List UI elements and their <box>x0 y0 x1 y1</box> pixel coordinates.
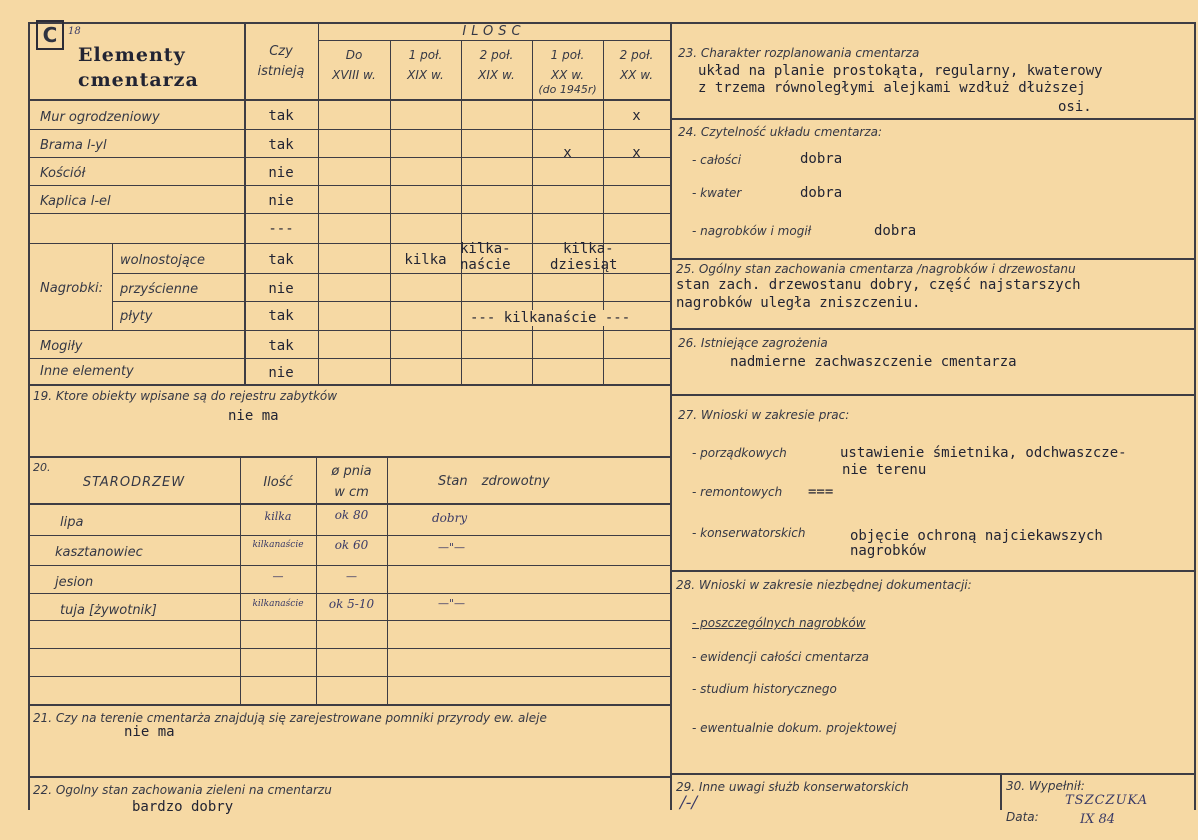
s19-value: nie ma <box>228 408 279 424</box>
s26-label: 26. Istniejące zagrożenia <box>678 336 828 350</box>
plyty-span-text: --- kilkanaście --- <box>470 310 631 326</box>
s21-label: 21. Czy na terenie cmentarża znajdują się zarejestrowane pomniki przyrody ew. aleje <box>33 711 547 725</box>
s26-value: nadmierne zachwaszczenie cmentarza <box>730 354 1017 370</box>
s21-value: nie ma <box>124 724 175 740</box>
s20-header-health: Stan zdrowotny <box>438 474 550 489</box>
s29-label: 29. Inne uwagi służb konserwatorskich <box>676 780 909 794</box>
border-top-right <box>670 22 1196 24</box>
col-exists-2: istnieją <box>257 64 305 79</box>
row-label-kaplica: Kaplica l-el <box>40 194 111 209</box>
date-value: IX 84 <box>1080 812 1116 827</box>
center-divider <box>670 22 672 810</box>
card-title-1: Elementy <box>78 44 186 66</box>
elements-table-bottom <box>28 384 672 386</box>
registry-card: C 18 Elementy cmentarza Czy istnieją ILOSC Do XVIII w. 1 poł. XIX w. 2 poł. XIX w. 1 poł. XX w. (do 1945r) 2 poł. XX w. Mur ogrodzeniowy tak x Brama l-yl tak x x Kościół nie Kaplica l-el nie --- Nagrobki: wolnostojące tak kilka kilka- naście kilka- dziesiąt przyścienne nie płyty tak --- kilkanaście --- Mogiły tak Inne elementy nie 19. Ktore obiekty wpisane są do rejestru zabytków nie ma 20. STARODRZEW Ilość ø pnia w cm Stan zdrowotny lipa kilka ok 80 dobry kasztanowiec kilkanaście ok 60 —"— jesion — — tuja [żywotnik] kilkanaście ok 5-10 —"— 21. Czy na terenie cmentarża znajdują się zarejestrowane pomniki przyrody ew. aleje nie ma 22. Ogolny stan zachowania zieleni na cmentarzu bardzo dobry 23. Charakter rozplanowania cmentarza układ na planie prostokąta, regularny, kwaterowy z trzema równoległymi alejkami wzdłuż dłuższej osi. 24. Czytelność układu cmentarza: - całości dobra - kwater dobra - nagrobków i mogił dobra 25. Ogólny stan zachowania cmentarza /nagrobków i drzewostanu stan zach. drzewostanu dobry, część najstarszych nagrobków uległa zniszczeniu. 26. Istniejące zagrożenia nadmierne zachwaszczenie cmentarza 27. Wnioski w zakresie prac: - porządkowych ustawienie śmietnika, odchwaszcze- nie terenu - remontowych === - konserwatorskich objęcie ochroną najciekawszych nagrobków 28. Wnioski w zakresie niezbędnej dokumentacji: - poszczególnych nagrobków - ewidencji całości cmentarza - studium historycznego - ewentualnie dokum. projektowej 29. Inne uwagi służb konserwatorskich /-/ 30. Wypełnił: TSZCZUKA Data: IX 84 <box>0 0 1198 840</box>
s23-label: 23. Charakter rozplanowania cmentarza <box>678 46 920 60</box>
s28-label: 28. Wnioski w zakresie niezbędnej dokumentacji: <box>676 578 972 592</box>
s24-label: 24. Czytelność układu cmentarza: <box>678 125 883 139</box>
table-header-bottom <box>28 99 672 101</box>
s20-header-qty: Ilość <box>263 475 293 490</box>
border-right <box>1194 22 1196 810</box>
s20-top <box>28 456 672 458</box>
col-exists-1: Czy <box>269 44 293 59</box>
s25-label: 25. Ogólny stan zachowania cmentarza /nagrobków i drzewostanu <box>676 262 1076 276</box>
s30-label: 30. Wypełnił: <box>1006 779 1085 793</box>
s20-bottom <box>28 704 672 706</box>
date-label: Data: <box>1006 810 1039 824</box>
s20-header-name: STARODRZEW <box>82 475 186 490</box>
signature: TSZCZUKA <box>1065 793 1149 808</box>
row-label-mur: Mur ogrodzeniowy <box>40 110 160 125</box>
row-label-kosciol: Kościół <box>40 166 86 181</box>
s19-label: 19. Ktore obiekty wpisane są do rejestru zabytków <box>33 389 338 403</box>
card-letter-box: C <box>36 20 64 50</box>
ilosc-header: ILOSC <box>462 24 526 39</box>
s27-label: 27. Wnioski w zakresie prac: <box>678 408 850 422</box>
card-number: 18 <box>68 26 81 37</box>
row-label-brama: Brama l-yl <box>40 138 107 153</box>
s22-label: 22. Ogolny stan zachowania zieleni na cmentarzu <box>33 783 332 797</box>
s29-value: /-/ <box>680 793 698 813</box>
ilosc-divider <box>318 40 670 41</box>
s22-top <box>28 776 672 778</box>
border-left <box>28 22 30 810</box>
s20-header-dia: ø pnia <box>331 464 372 479</box>
card-title-2: cmentarza <box>78 69 199 91</box>
nagrobki-label: Nagrobki: <box>40 281 104 296</box>
s22-value: bardzo dobry <box>132 799 234 815</box>
